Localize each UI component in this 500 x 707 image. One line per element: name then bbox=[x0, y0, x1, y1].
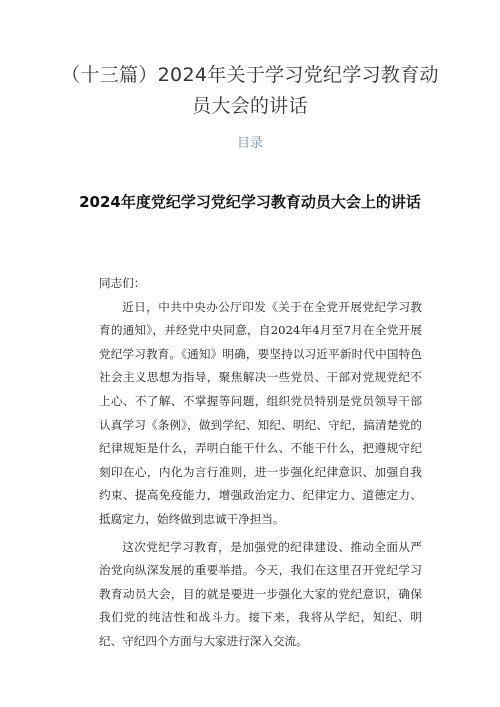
section-heading: 2024年度党纪学习党纪学习教育动员大会上的讲话 bbox=[79, 193, 421, 211]
paragraph-1: 近日，中共中央办公厅印发《关于在全党开展党纪学习教育的通知》，并经党中央同意，自2024年4月至7月在全党开展党纪学习教育。《通知》明确，要坚持以习近平新时代中国特色社会主义思想为指导，聚焦解决一些党员、干部对党规党纪不上心、不了解、不掌握等问题，组织党员特别是党员领导干部认真学习《条例》，做到学纪、知纪、明纪、守纪，搞清楚党的纪律规矩是什么，弄明白能干什么、不能干什么，把遵规守纪刻印在心，内化为言行准则，进一步强化纪律意识、加强自我约束、提高免疫能力，增强政治定力、纪律定力、道德定力、抵腐定力，始终做到忠诚干净担当。 bbox=[99, 299, 422, 526]
body-text bbox=[99, 272, 422, 654]
paragraph-2: 这次党纪学习教育，是加强党的纪律建设、推动全面从严治党向纵深发展的重要举措。今天，我们在这里召开党纪学习教育动员大会，目的就是要进一步强化大家的党纪意识，确保我们党的纯洁性和战斗力。接下来，我将从学纪，知纪、明纪、守纪四个方面与大家进行深入交流。 bbox=[99, 539, 422, 648]
salutation: 同志们： bbox=[99, 276, 146, 290]
document-title: （十三篇）2024年关于学习党纪学习教育动员大会的讲话 bbox=[61, 64, 439, 117]
toc-label[interactable]: 目录 bbox=[236, 136, 263, 151]
